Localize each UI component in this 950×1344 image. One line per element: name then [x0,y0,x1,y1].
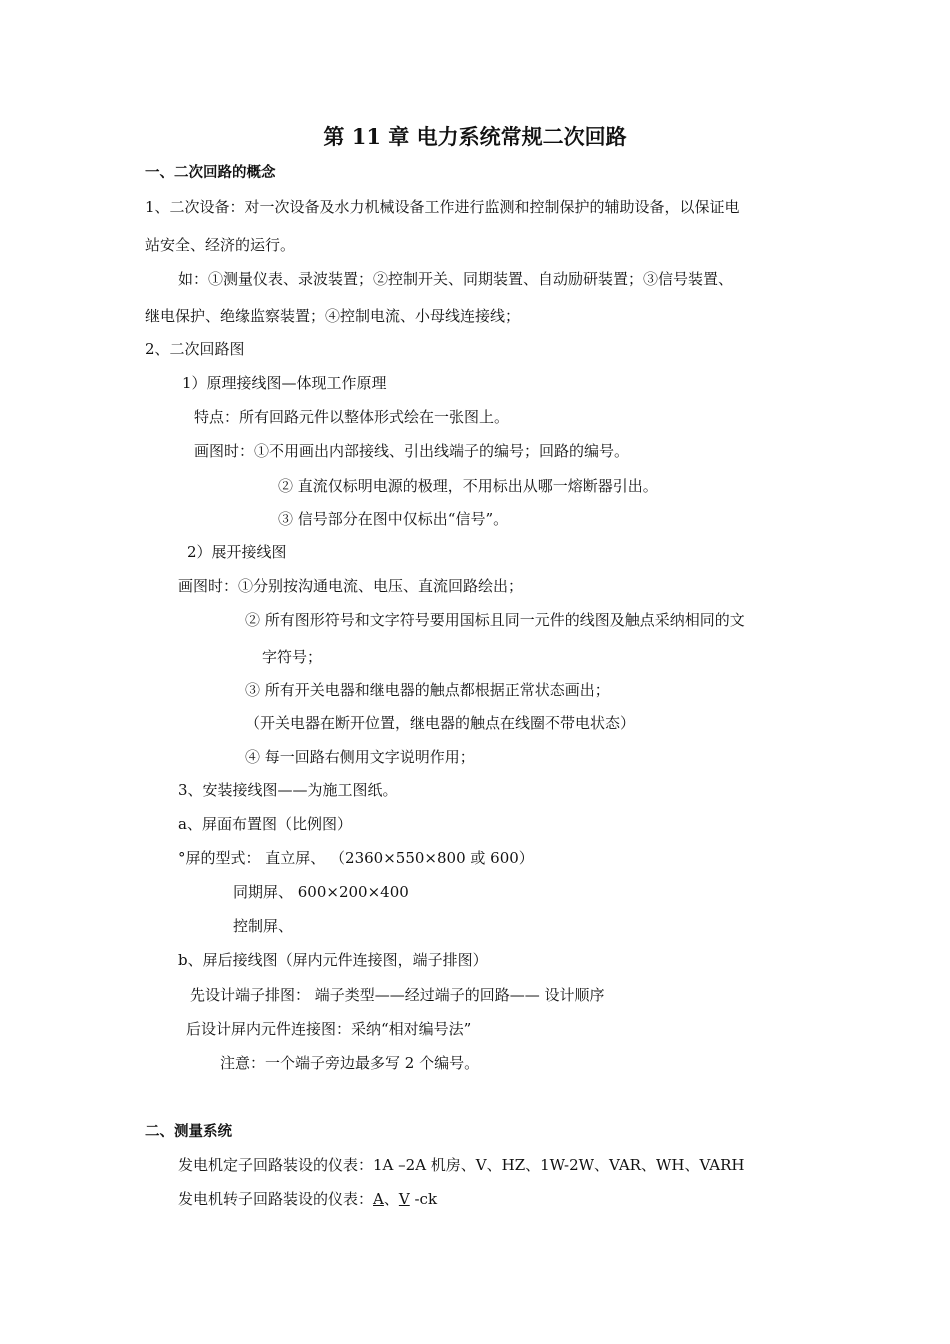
item-rear-wiring: b、屏后接线图（屏内元件连接图，端子排图） [178,951,488,969]
rotor-instruments [178,1189,437,1209]
panel-type-line: °屏的型式： 直立屏、 （2360×550×800 或 600） [178,849,534,867]
paragraph-secondary-equipment-cont: 站安全、经济的运行。 [145,236,296,254]
stator-instruments: 发电机定子回路装设的仪表：1A –2A 机房、V、HZ、1W-2W、VAR、WH、VARH [178,1156,745,1174]
rotor-suffix: -ck [409,1190,438,1208]
rear-wiring-then: 后设计屏内元件连接图：采纳“相对编号法” [186,1020,472,1038]
example-line: 如：①测量仪表、录波装置；②控制开关、同期装置、自动励研装置；③信号装置、 [178,270,734,288]
item-expanded-diagram: 2）展开接线图 [187,543,287,561]
example-line-cont: 继电保护、绝缘监察装置；④控制电流、小母线连接线； [145,307,521,325]
item-panel-layout: a、屏面布置图（比例图） [178,815,352,833]
paragraph-secondary-equipment: 1、二次设备：对一次设备及水力机械设备工作进行监测和控制保护的辅助设备，以保证电 [145,198,740,216]
section-2-heading: 二、测量系统 [145,1124,232,1140]
paragraph-secondary-circuit-diagram: 2、二次回路图 [145,340,245,358]
schematic-feature: 特点：所有回路元件以整体形式绘在一张图上。 [194,408,510,426]
schematic-drawing-rule-3: ③ 信号部分在图中仅标出“信号”。 [278,510,509,528]
chapter-title: 第 11 章 电力系统常规二次回路 [323,124,627,149]
expanded-drawing-rule-2-cont: 字符号； [262,648,323,666]
panel-control-line: 控制屏、 [233,917,294,935]
expanded-drawing-rule-3-note: （开关电器在断开位置，继电器的触点在线圈不带电状态） [245,714,636,732]
rotor-voltmeter: V [398,1190,410,1208]
expanded-drawing-rule-2: ② 所有图形符号和文字符号要用国标且同一元件的线图及触点采纳相同的文 [245,611,745,629]
paragraph-installation-diagram: 3、安装接线图——为施工图纸。 [178,781,398,799]
rotor-separator: 、 [383,1190,399,1208]
schematic-drawing-rule-1: 画图时：①不用画出内部接线、引出线端子的编号；回路的编号。 [194,442,630,460]
item-schematic-diagram: 1）原理接线图—体现工作原理 [182,374,387,392]
panel-sync-line: 同期屏、 600×200×400 [233,883,409,901]
expanded-drawing-rule-1: 画图时：①分别按沟通电流、电压、直流回路绘出； [178,577,524,595]
rear-wiring-note: 注意：一个端子旁边最多写 2 个编号。 [220,1054,480,1072]
section-1-heading: 一、二次回路的概念 [145,165,276,181]
schematic-drawing-rule-2: ② 直流仅标明电源的极理，不用标出从哪一熔断器引出。 [278,477,658,495]
rotor-instruments-prefix: 发电机转子回路装设的仪表： [178,1190,374,1208]
expanded-drawing-rule-4: ④ 每一回路右侧用文字说明作用； [245,748,475,766]
rear-wiring-first: 先设计端子排图： 端子类型——经过端子的回路—— 设计顺序 [190,986,605,1004]
expanded-drawing-rule-3: ③ 所有开关电器和继电器的触点都根据正常状态画出； [245,681,610,699]
rotor-ammeter: A [373,1190,384,1208]
